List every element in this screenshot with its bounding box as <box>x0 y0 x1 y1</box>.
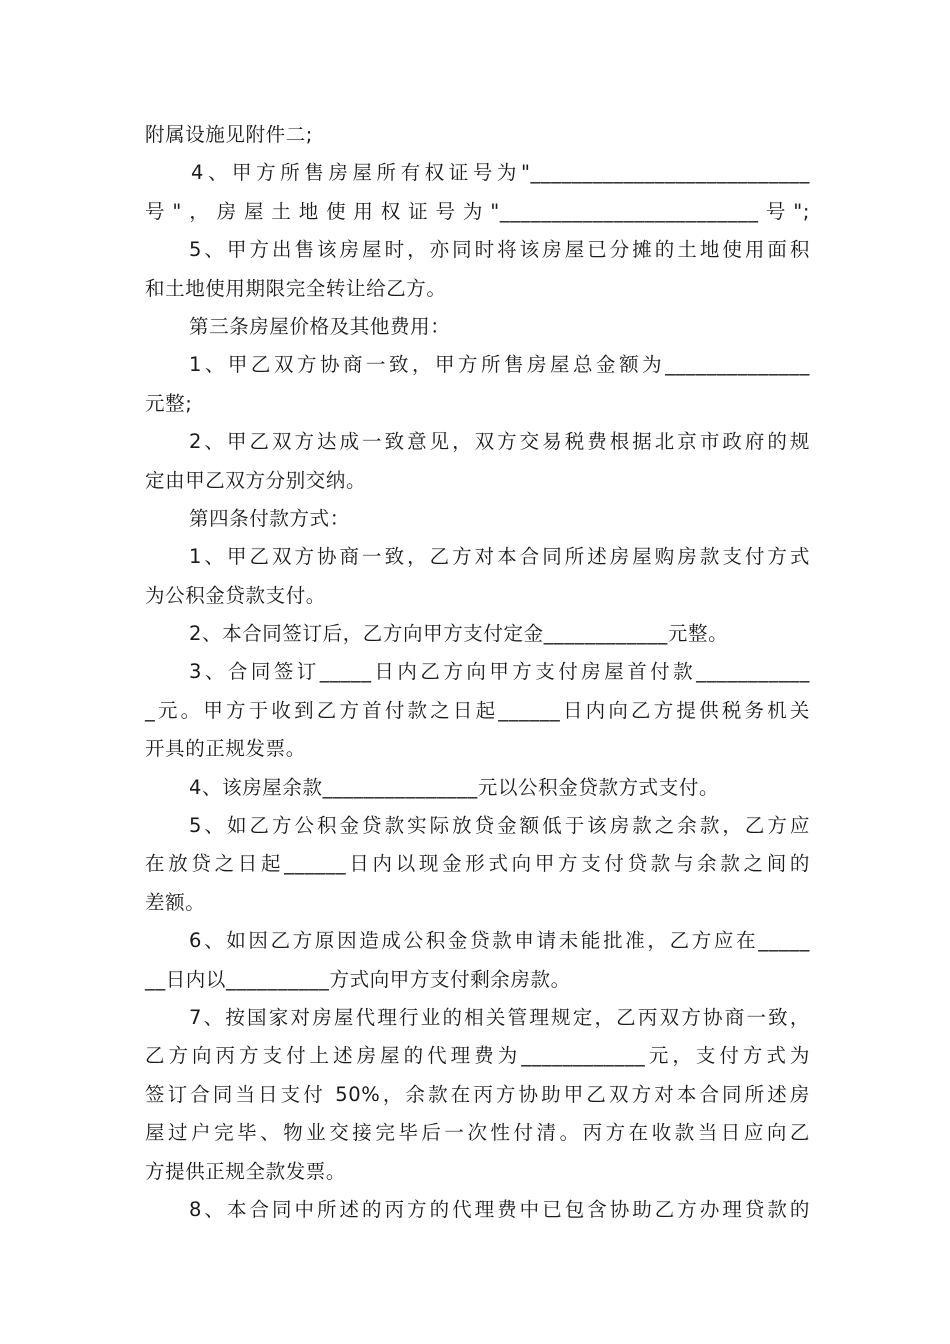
document-body <box>145 116 810 1229</box>
text-line: 和土地使用期限完全转让给乙方。 <box>145 276 447 300</box>
text-line: 4、该房屋余款_______________元以公积金贷款方式支付。 <box>189 775 720 799</box>
text-line: 8、本合同中所述的丙方的代理费中已包含协助乙方办理贷款的 <box>189 1197 810 1221</box>
text-line: __日内以__________方式向甲方支付剩余房款。 <box>145 967 571 991</box>
text-line: 为公积金贷款支付。 <box>145 583 326 607</box>
text-line: 5、如乙方公积金贷款实际放贷金额低于该房款之余款，乙方应 <box>189 814 810 838</box>
text-line: 4、甲方所售房屋所有权证号为"___________________________ <box>191 161 810 185</box>
text-line: 方提供正规全款发票。 <box>145 1159 347 1183</box>
text-line: 在放贷之日起______日内以现金形式向甲方支付贷款与余款之间的 <box>145 852 810 876</box>
text-line: _元。甲方于收到乙方首付款之日起______日内向乙方提供税务机关 <box>145 698 810 722</box>
text-line: 号"，房屋土地使用权证号为"_________________________号"; <box>145 199 810 223</box>
text-line: 乙方向丙方支付上述房屋的代理费为____________元，支付方式为 <box>145 1044 810 1068</box>
text-line: 差额。 <box>145 890 206 914</box>
text-line: 5、甲方出售该房屋时，亦同时将该房屋已分摊的土地使用面积 <box>189 238 810 262</box>
text-line: 屋过户完毕、物业交接完毕后一次性付清。丙方在收款当日应向乙 <box>145 1121 810 1145</box>
text-line: 元整; <box>145 391 193 415</box>
text-line: 7、按国家对房屋代理行业的相关管理规定，乙丙双方协商一致， <box>189 1005 810 1029</box>
text-line: 6、如因乙方原因造成公积金贷款申请未能批准，乙方应在_____ <box>189 929 810 953</box>
text-line: 定由甲乙双方分别交纳。 <box>145 468 367 492</box>
text-line: 2、本合同签订后，乙方向甲方支付定金____________元整。 <box>189 622 729 646</box>
section-heading: 第三条房屋价格及其他费用： <box>189 314 451 338</box>
text-line: 附属设施见附件二; <box>145 123 313 146</box>
text-line: 1、甲乙双方协商一致，甲方所售房屋总金额为______________ <box>189 353 810 377</box>
text-line: 3、合同签订_____日内乙方向甲方支付房屋首付款___________ <box>189 660 810 684</box>
text-line: 2、甲乙双方达成一致意见，双方交易税费根据北京市政府的规 <box>189 430 810 454</box>
text-line: 签订合同当日支付 50%，余款在丙方协助甲乙双方对本合同所述房 <box>145 1082 810 1106</box>
text-line: 1、甲乙双方协商一致，乙方对本合同所述房屋购房款支付方式 <box>189 545 810 569</box>
text-line: 开具的正规发票。 <box>145 737 306 761</box>
section-heading: 第四条付款方式： <box>189 506 350 530</box>
